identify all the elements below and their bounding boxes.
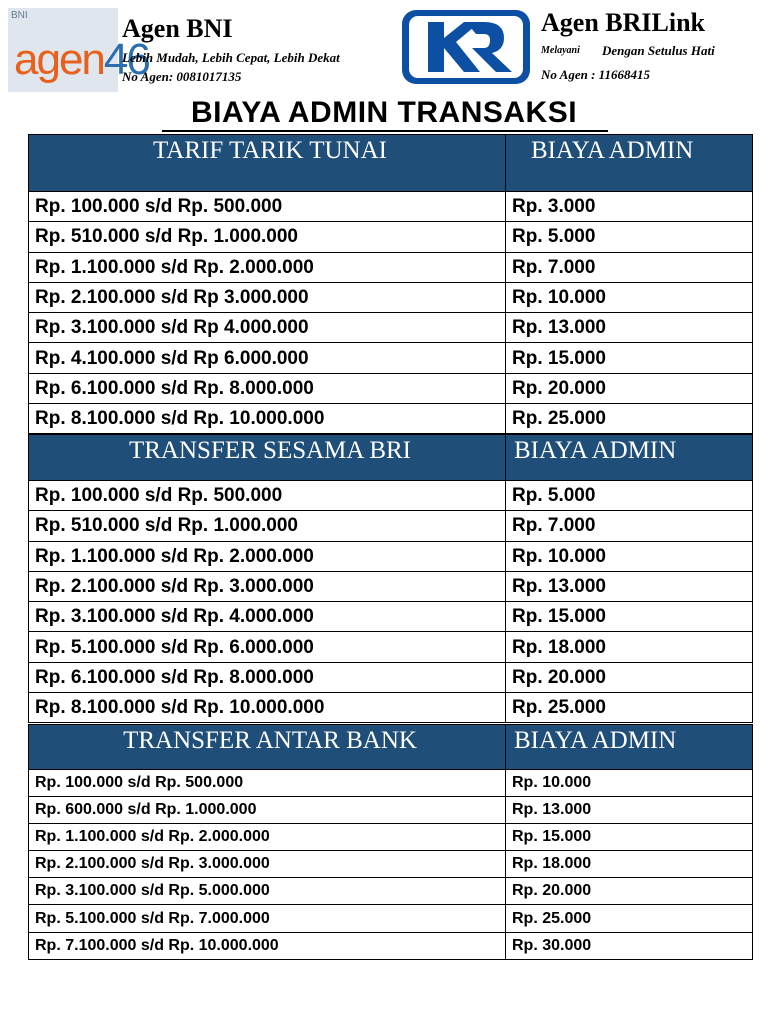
range-cell: Rp. 8.100.000 s/d Rp. 10.000.000 xyxy=(29,404,506,434)
fee-cell: Rp. 25.000 xyxy=(506,404,753,434)
agen-number: 46 xyxy=(103,35,149,84)
table-row xyxy=(29,905,753,932)
agen-bni-title: Agen BNI xyxy=(122,14,233,43)
bri-logo xyxy=(400,8,532,86)
table-row xyxy=(29,824,753,851)
table-row xyxy=(29,932,753,959)
range-cell: Rp. 8.100.000 s/d Rp. 10.000.000 xyxy=(29,693,506,723)
page-title: BIAYA ADMIN TRANSAKSI xyxy=(190,96,578,129)
brilink-agent-number: No Agen : 11668415 xyxy=(541,67,650,82)
header-tarif-tarik-tunai: TARIF TARIK TUNAI xyxy=(29,135,506,192)
table-header-row xyxy=(29,725,753,770)
table-row xyxy=(29,851,753,878)
agen-brilink-title: Agen BRILink xyxy=(541,8,705,37)
header-biaya-admin: BIAYA ADMIN xyxy=(506,435,753,481)
header-biaya-admin: BIAYA ADMIN xyxy=(506,725,753,770)
table-row xyxy=(29,571,753,601)
fee-cell: Rp. 15.000 xyxy=(506,824,753,851)
fee-cell: Rp. 7.000 xyxy=(506,252,753,282)
range-cell: Rp. 2.100.000 s/d Rp. 3.000.000 xyxy=(29,571,506,601)
table-row xyxy=(29,404,753,434)
table-header-row xyxy=(29,135,753,192)
range-cell: Rp. 1.100.000 s/d Rp. 2.000.000 xyxy=(29,824,506,851)
fee-cell: Rp. 18.000 xyxy=(506,632,753,662)
agen-text: agen xyxy=(14,35,104,84)
bni-logo-small-text: BNI xyxy=(11,10,28,21)
fee-cell: Rp. 15.000 xyxy=(506,602,753,632)
table-row xyxy=(29,878,753,905)
agen-bni-tagline: Lebih Mudah, Lebih Cepat, Lebih Dekat xyxy=(122,50,340,65)
table-row xyxy=(29,343,753,373)
range-cell: Rp. 4.100.000 s/d Rp 6.000.000 xyxy=(29,343,506,373)
range-cell: Rp. 7.100.000 s/d Rp. 10.000.000 xyxy=(29,932,506,959)
title-underline xyxy=(162,130,608,132)
table-row xyxy=(29,252,753,282)
range-cell: Rp. 2.100.000 s/d Rp. 3.000.000 xyxy=(29,851,506,878)
table-row xyxy=(29,313,753,343)
agen-bni-number: No Agen: 0081017135 xyxy=(122,69,242,84)
brilink-tagline-prefix: Melayani xyxy=(541,45,580,56)
range-cell: Rp. 510.000 s/d Rp. 1.000.000 xyxy=(29,511,506,541)
range-cell: Rp. 3.100.000 s/d Rp. 5.000.000 xyxy=(29,878,506,905)
table-row xyxy=(29,222,753,252)
range-cell: Rp. 510.000 s/d Rp. 1.000.000 xyxy=(29,222,506,252)
bni-agen46-logo xyxy=(8,8,149,92)
range-cell: Rp. 3.100.000 s/d Rp 4.000.000 xyxy=(29,313,506,343)
header-transfer-antar-bank: TRANSFER ANTAR BANK xyxy=(29,725,506,770)
table-row xyxy=(29,770,753,797)
table-tarik-tunai xyxy=(28,134,753,434)
table-row xyxy=(29,481,753,511)
table-row xyxy=(29,632,753,662)
fee-cell: Rp. 5.000 xyxy=(506,481,753,511)
header-transfer-sesama-bri: TRANSFER SESAMA BRI xyxy=(29,435,506,481)
fee-cell: Rp. 3.000 xyxy=(506,192,753,222)
table-row xyxy=(29,282,753,312)
range-cell: Rp. 6.100.000 s/d Rp. 8.000.000 xyxy=(29,373,506,403)
fee-cell: Rp. 25.000 xyxy=(506,693,753,723)
table-transfer-antar-bank xyxy=(28,724,753,960)
fee-cell: Rp. 30.000 xyxy=(506,932,753,959)
brilink-tagline: Dengan Setulus Hati xyxy=(602,43,715,58)
range-cell: Rp. 100.000 s/d Rp. 500.000 xyxy=(29,192,506,222)
fee-cell: Rp. 10.000 xyxy=(506,541,753,571)
table-row xyxy=(29,511,753,541)
fee-cell: Rp. 10.000 xyxy=(506,282,753,312)
fee-cell: Rp. 13.000 xyxy=(506,571,753,601)
table-row xyxy=(29,797,753,824)
fee-cell: Rp. 5.000 xyxy=(506,222,753,252)
fee-cell: Rp. 20.000 xyxy=(506,373,753,403)
range-cell: Rp. 6.100.000 s/d Rp. 8.000.000 xyxy=(29,662,506,692)
fee-cell: Rp. 13.000 xyxy=(506,313,753,343)
range-cell: Rp. 5.100.000 s/d Rp. 7.000.000 xyxy=(29,905,506,932)
fee-cell: Rp. 10.000 xyxy=(506,770,753,797)
fee-cell: Rp. 18.000 xyxy=(506,851,753,878)
table-transfer-sesama-bri xyxy=(28,434,753,723)
table-row xyxy=(29,541,753,571)
range-cell: Rp. 100.000 s/d Rp. 500.000 xyxy=(29,770,506,797)
table-row xyxy=(29,373,753,403)
range-cell: Rp. 600.000 s/d Rp. 1.000.000 xyxy=(29,797,506,824)
table-row xyxy=(29,662,753,692)
range-cell: Rp. 2.100.000 s/d Rp 3.000.000 xyxy=(29,282,506,312)
header-biaya-admin: BIAYA ADMIN xyxy=(506,135,753,192)
table-row xyxy=(29,602,753,632)
range-cell: Rp. 5.100.000 s/d Rp. 6.000.000 xyxy=(29,632,506,662)
fee-cell: Rp. 15.000 xyxy=(506,343,753,373)
table-row xyxy=(29,192,753,222)
range-cell: Rp. 1.100.000 s/d Rp. 2.000.000 xyxy=(29,541,506,571)
fee-cell: Rp. 25.000 xyxy=(506,905,753,932)
fee-cell: Rp. 20.000 xyxy=(506,662,753,692)
table-header-row xyxy=(29,435,753,481)
fee-cell: Rp. 13.000 xyxy=(506,797,753,824)
range-cell: Rp. 3.100.000 s/d Rp. 4.000.000 xyxy=(29,602,506,632)
fee-cell: Rp. 7.000 xyxy=(506,511,753,541)
table-row xyxy=(29,693,753,723)
range-cell: Rp. 1.100.000 s/d Rp. 2.000.000 xyxy=(29,252,506,282)
range-cell: Rp. 100.000 s/d Rp. 500.000 xyxy=(29,481,506,511)
fee-cell: Rp. 20.000 xyxy=(506,878,753,905)
